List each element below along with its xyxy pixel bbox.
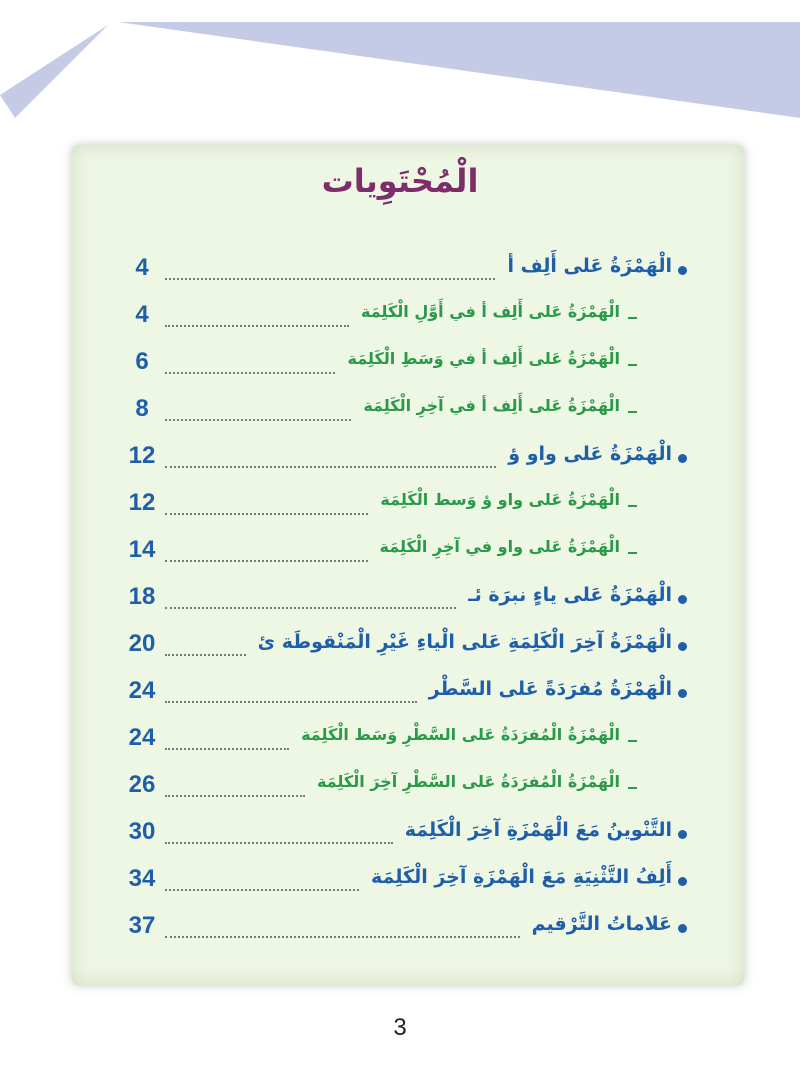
toc-entry-text: التَّنْوينُ مَعَ الْهَمْزَةِ آخِرَ الْكَلِمَة bbox=[404, 819, 672, 841]
toc-dot-leader bbox=[165, 701, 417, 703]
toc-entry-text: الْهَمْزَةُ عَلى أَلِف أ في آخِرِ الْكَلِمَة bbox=[363, 396, 620, 415]
toc-dot-leader bbox=[165, 325, 349, 327]
dash-icon bbox=[628, 740, 637, 742]
toc-dot-leader bbox=[165, 513, 368, 515]
toc-dot-leader bbox=[165, 748, 289, 750]
toc-dot-leader bbox=[165, 889, 359, 891]
toc-page-number: 4 bbox=[135, 301, 149, 328]
bullet-icon bbox=[678, 689, 687, 698]
toc-page-number: 12 bbox=[128, 442, 156, 469]
toc-entry-text: الْهَمْزَةُ عَلى أَلِف أ bbox=[507, 255, 672, 277]
toc-dot-leader bbox=[165, 419, 351, 421]
toc-page-number: 8 bbox=[135, 395, 149, 422]
bullet-icon bbox=[678, 595, 687, 604]
page-title: الْمُحْتَوِيات bbox=[321, 162, 479, 200]
toc-entry-text: الْهَمْزَةُ الْمُفرَدَةُ عَلى السَّطْرِ آخِرَ الْكَلِمَة bbox=[316, 772, 620, 791]
bullet-icon bbox=[678, 877, 687, 886]
toc-dot-leader bbox=[165, 278, 495, 280]
toc-entry-text: الْهَمْزَةُ عَلى ياءٍ نبرَة ئـ bbox=[468, 584, 672, 606]
page-number: 3 bbox=[393, 1014, 407, 1041]
toc-dot-leader bbox=[165, 842, 393, 844]
toc-page-number: 12 bbox=[128, 489, 156, 516]
toc-entry-text: أَلِفُ التَّثْنِيَةِ مَعَ الْهَمْزَةِ آخِرَ الْكَلِمَة bbox=[371, 866, 672, 888]
toc-dot-leader bbox=[165, 372, 335, 374]
toc-dot-leader bbox=[165, 936, 520, 938]
toc-entry-text: الْهَمْزَةُ عَلى واو ؤ وَسط الْكَلِمَة bbox=[380, 490, 620, 509]
toc-entry-text: الْهَمْزَةُ عَلى واو في آخِرِ الْكَلِمَة bbox=[379, 537, 620, 556]
toc-page-number: 6 bbox=[135, 348, 149, 375]
toc-dot-leader bbox=[165, 466, 496, 468]
toc-entry-text: الْهَمْزَةُ آخِرَ الْكَلِمَةِ عَلى الْياءِ غَيْرِ الْمَنْقوطَة ئ bbox=[257, 631, 672, 653]
toc-entry-text: الْهَمْزَةُ عَلى أَلِف أ في أَوَّلِ الْكَلِمَة bbox=[360, 302, 620, 321]
bullet-icon bbox=[678, 830, 687, 839]
toc-page-number: 20 bbox=[128, 630, 156, 657]
bullet-icon bbox=[678, 924, 687, 933]
toc-page-number: 4 bbox=[135, 254, 149, 281]
bullet-icon bbox=[678, 642, 687, 651]
bullet-icon bbox=[678, 266, 687, 275]
header-decoration bbox=[0, 0, 800, 130]
toc-entry-text: الْهَمْزَةُ عَلى واو ؤ bbox=[508, 443, 672, 465]
toc-page-number: 30 bbox=[128, 818, 156, 845]
bullet-icon bbox=[678, 454, 687, 463]
toc-dot-leader bbox=[165, 654, 246, 656]
toc-page-number: 18 bbox=[128, 583, 156, 610]
toc-page-number: 26 bbox=[128, 771, 156, 798]
toc-dot-leader bbox=[165, 607, 456, 609]
toc-page-number: 14 bbox=[128, 536, 156, 563]
toc-dot-leader bbox=[165, 795, 305, 797]
dash-icon bbox=[628, 364, 637, 366]
toc-entry-text: الْهَمْزَةُ مُفرَدَةً عَلى السَّطْر bbox=[428, 678, 672, 700]
toc-page-number: 37 bbox=[128, 912, 156, 939]
toc-entry-text: عَلاماتُ التَّرْقيم bbox=[531, 913, 672, 935]
toc-entry-text: الْهَمْزَةُ عَلى أَلِف أ في وَسَطِ الْكَلِمَة bbox=[347, 349, 620, 368]
toc-page-number: 24 bbox=[128, 724, 156, 751]
dash-icon bbox=[628, 552, 637, 554]
toc-page-number: 24 bbox=[128, 677, 156, 704]
toc-dot-leader bbox=[165, 560, 368, 562]
toc-page-number: 34 bbox=[128, 865, 156, 892]
toc-entry-text: الْهَمْزَةُ الْمُفرَدَةُ عَلى السَّطْرِ وَسَط الْكَلِمَة bbox=[301, 725, 620, 744]
dash-icon bbox=[628, 411, 637, 413]
dash-icon bbox=[628, 787, 637, 789]
dash-icon bbox=[628, 317, 637, 319]
dash-icon bbox=[628, 505, 637, 507]
